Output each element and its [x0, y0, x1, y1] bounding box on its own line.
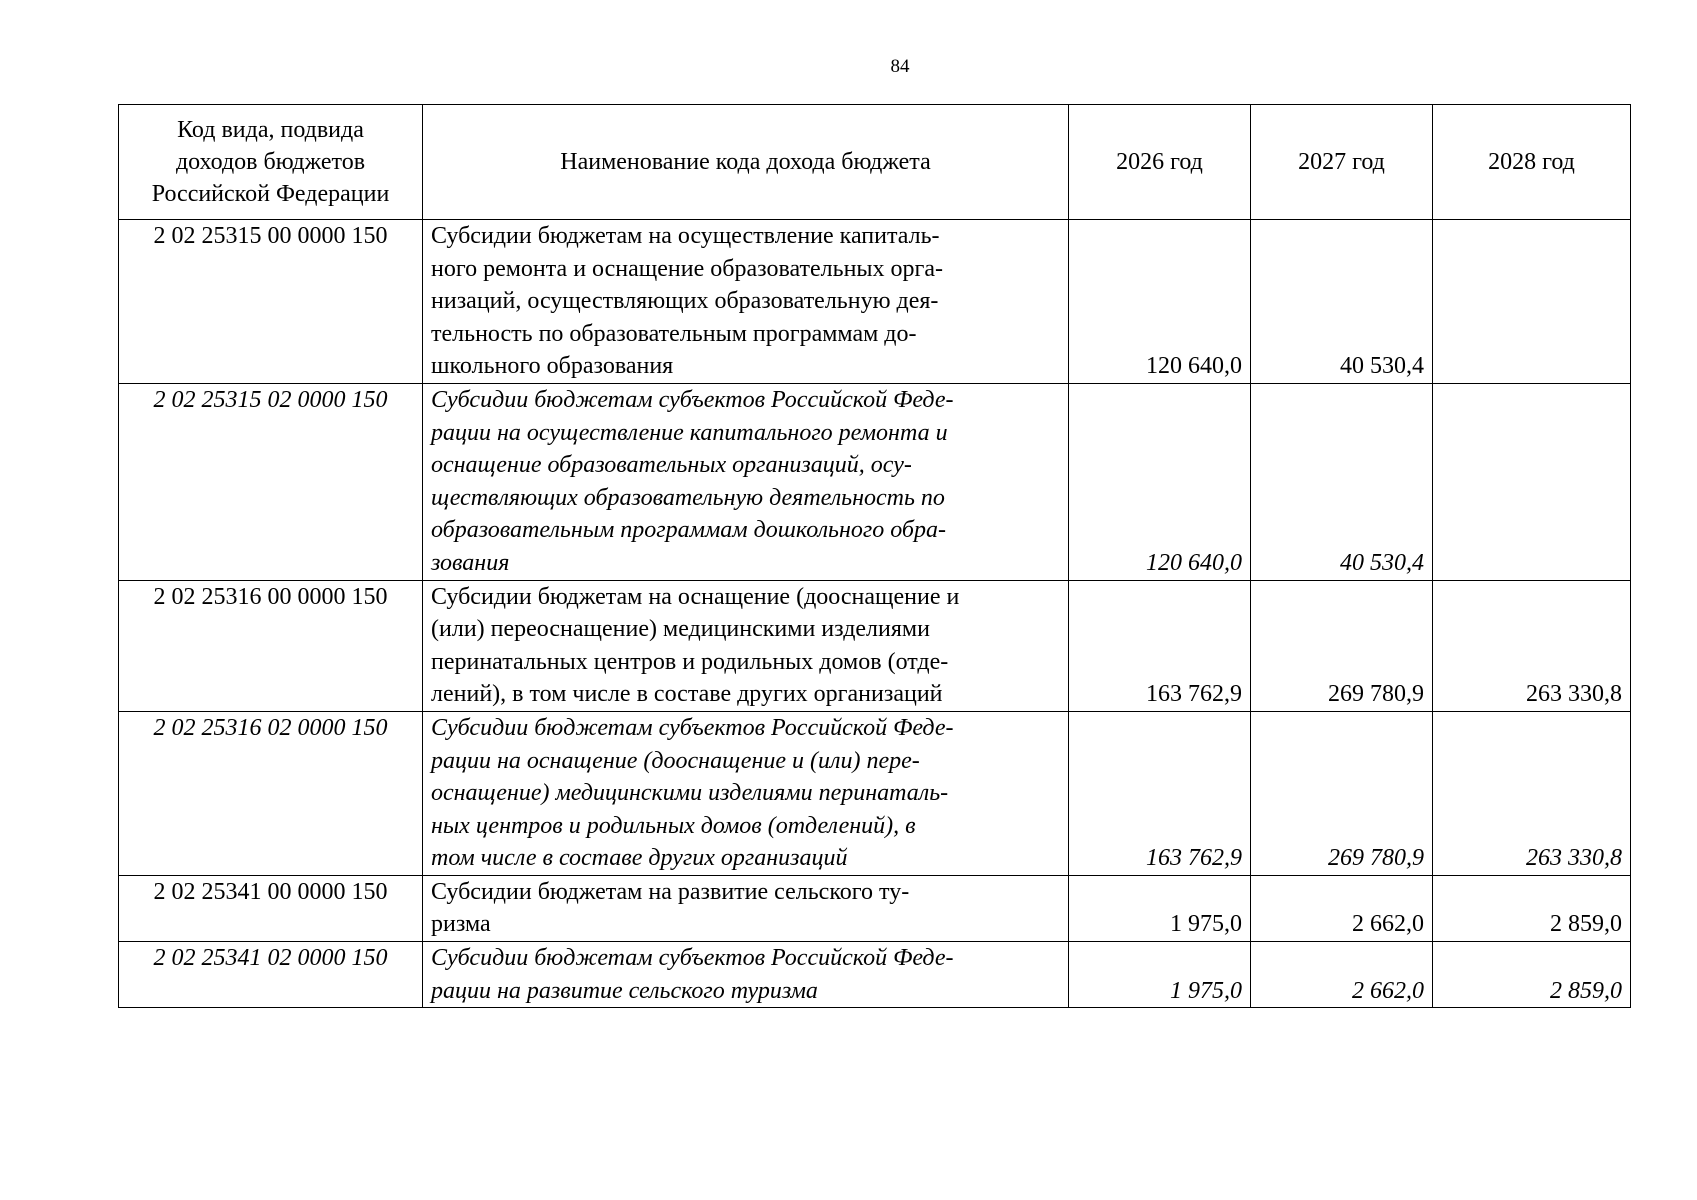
- value-2028-cell: [1433, 383, 1631, 580]
- name-line: ного ремонта и оснащение образовательных орга-: [431, 255, 944, 282]
- name-line: тельность по образовательным программам до-: [431, 320, 917, 347]
- name-line: Субсидии бюджетам на развитие сельского ту-: [431, 878, 910, 905]
- value-2028-cell: 263 330,8: [1433, 711, 1631, 875]
- name-line: лений), в том числе в составе других организаций: [431, 681, 943, 708]
- income-name-cell: [423, 711, 1069, 875]
- name-line: ризма: [431, 911, 491, 938]
- name-line: рации на оснащение (дооснащение и (или) пере-: [431, 747, 920, 774]
- value-2028-cell: 2 859,0: [1433, 942, 1631, 1008]
- income-name-cell: [423, 942, 1069, 1008]
- name-line: ных центров и родильных домов (отделений), в: [431, 812, 916, 839]
- value-2026-cell: 120 640,0: [1069, 383, 1251, 580]
- table-row: [119, 383, 1631, 580]
- header-code-line: Код вида, подвида: [177, 117, 364, 143]
- name-line: оснащение образовательных организаций, осу-: [431, 452, 912, 479]
- name-line: зования: [431, 549, 510, 576]
- table-row: [119, 875, 1631, 941]
- name-line: оснащение) медицинскими изделиями перинаталь-: [431, 780, 949, 807]
- table-row: [119, 942, 1631, 1008]
- income-code-cell: 2 02 25316 00 0000 150: [119, 580, 423, 711]
- name-line: рации на осуществление капитального ремонта и: [431, 419, 948, 446]
- header-year-2026: 2026 год: [1069, 105, 1251, 220]
- income-name-cell: [423, 383, 1069, 580]
- value-2027-cell: 2 662,0: [1251, 875, 1433, 941]
- name-line: ществляющих образовательную деятельность по: [431, 484, 945, 511]
- income-code-cell: 2 02 25315 00 0000 150: [119, 220, 423, 384]
- name-line: низаций, осуществляющих образовательную дея-: [431, 288, 939, 315]
- income-name-cell: [423, 580, 1069, 711]
- name-line: (или) переоснащение) медицинскими изделиями: [431, 616, 930, 643]
- income-code-cell: 2 02 25341 00 0000 150: [119, 875, 423, 941]
- name-line: Субсидии бюджетам субъектов Российской Феде-: [431, 945, 954, 972]
- table-header-row: [119, 105, 1631, 220]
- value-2027-cell: 2 662,0: [1251, 942, 1433, 1008]
- header-income-name: Наименование кода дохода бюджета: [423, 105, 1069, 220]
- name-line: перинатальных центров и родильных домов (отде-: [431, 648, 949, 675]
- header-code-line: Российской Федерации: [151, 181, 390, 207]
- header-code-line: доходов бюджетов: [175, 149, 366, 175]
- name-line: школьного образования: [431, 353, 674, 380]
- table-row: [119, 220, 1631, 384]
- table-row: [119, 580, 1631, 711]
- page-number: 84: [890, 56, 910, 77]
- income-name-cell: [423, 220, 1069, 384]
- value-2026-cell: 163 762,9: [1069, 711, 1251, 875]
- value-2028-cell: 263 330,8: [1433, 580, 1631, 711]
- value-2026-cell: 1 975,0: [1069, 942, 1251, 1008]
- value-2027-cell: 269 780,9: [1251, 711, 1433, 875]
- value-2027-cell: 269 780,9: [1251, 580, 1433, 711]
- name-line: Субсидии бюджетам субъектов Российской Феде-: [431, 386, 954, 413]
- table-row: [119, 711, 1631, 875]
- name-line: образовательным программам дошкольного обра-: [431, 517, 946, 544]
- value-2026-cell: 1 975,0: [1069, 875, 1251, 941]
- name-line: Субсидии бюджетам на осуществление капиталь-: [431, 223, 940, 249]
- budget-income-table: [118, 104, 1631, 1008]
- name-line: рации на развитие сельского туризма: [431, 977, 818, 1004]
- name-line: Субсидии бюджетам на оснащение (дооснащение и: [431, 583, 960, 610]
- value-2027-cell: 40 530,4: [1251, 383, 1433, 580]
- income-code-cell: 2 02 25316 02 0000 150: [119, 711, 423, 875]
- header-income-code: [119, 105, 423, 220]
- value-2026-cell: 120 640,0: [1069, 220, 1251, 384]
- value-2028-cell: 2 859,0: [1433, 875, 1631, 941]
- header-year-2027: 2027 год: [1251, 105, 1433, 220]
- income-name-cell: [423, 875, 1069, 941]
- income-code-cell: 2 02 25341 02 0000 150: [119, 942, 423, 1008]
- name-line: Субсидии бюджетам субъектов Российской Феде-: [431, 714, 954, 741]
- name-line: том числе в составе других организаций: [431, 845, 848, 872]
- value-2026-cell: 163 762,9: [1069, 580, 1251, 711]
- income-code-cell: 2 02 25315 02 0000 150: [119, 383, 423, 580]
- value-2028-cell: [1433, 220, 1631, 384]
- value-2027-cell: 40 530,4: [1251, 220, 1433, 384]
- header-year-2028: 2028 год: [1433, 105, 1631, 220]
